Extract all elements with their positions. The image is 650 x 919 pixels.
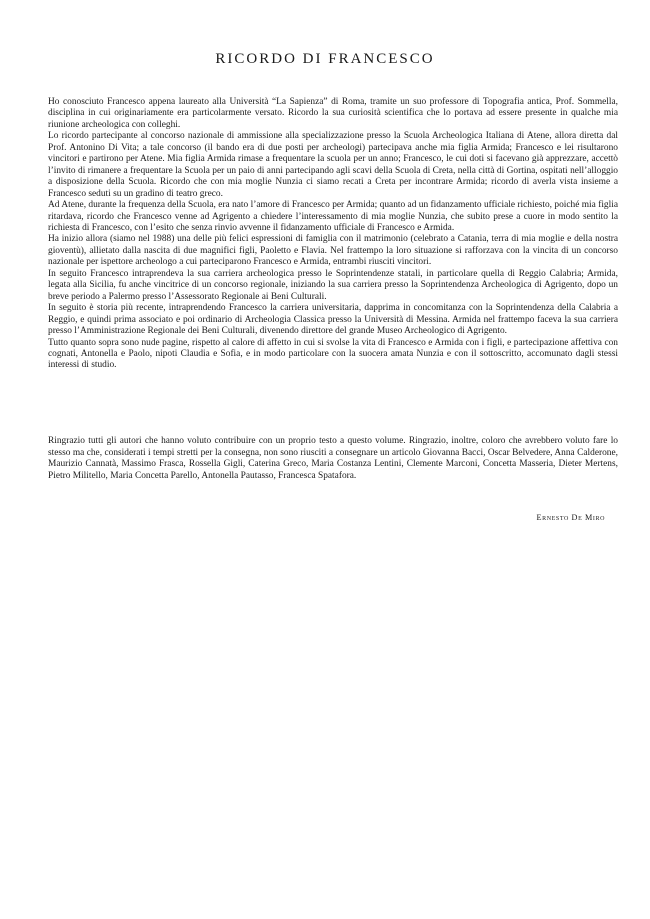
paragraph: Tutto quanto sopra sono nude pagine, rispetto al calore di affetto in cui si svolse la vita di Francesco e Armida con i figli, e partecipazione affettiva con cognati, Antonella e Paolo, nipoti Claudia e Sofia, e in modo particolare con la suocera amata Nunzia e con il sottoscritto, accomunato dagli stessi interessi di studio. (48, 337, 618, 371)
paragraph: In seguito Francesco intraprendeva la sua carriera archeologica presso le Soprintendenze statali, in particolare quella di Reggio Calabria; Armida, legata alla Sicilia, fu anche vincitrice di un concorso regionale, iniziando la sua carriera presso la Soprintendenza Archeologica di Agrigento, dopo un breve periodo a Palermo presso l’Assessorato Regionale ai Beni Culturali. (48, 268, 618, 302)
page-title: RICORDO DI FRANCESCO (215, 51, 435, 67)
paragraph: Ho conosciuto Francesco appena laureato alla Università “La Sapienza” di Roma, tramite un suo professore di Topografia antica, Prof. Sommella, disciplina in cui originariamente era particolarmente versato. Ricordo la sua curiosità scientifica che lo portava ad essere presente in qualche mia riunione archeologica con colleghi. (48, 97, 618, 130)
paragraph: Ha inizio allora (siamo nel 1988) una delle più felici espressioni di famiglia con il matrimonio (celebrato a Catania, terra di mia moglie e della nostra gioventù), allietato dalla nascita di due magnifici figli, Paoletto e Flavia. Nel frattempo la loro situazione si rafforzava con la vincita di un concorso nazionale per ispettore archeologo a cui parteciparono Francesco e Armida, entrambi riusciti vincitori. (48, 234, 618, 268)
paragraph: Lo ricordo partecipante al concorso nazionale di ammissione alla specializzazione presso la Scuola Archeologica Italiana di Atene, allora diretta dal Prof. Antonino Di Vita; a tale concorso (il bando era di due posti per archeologi) partecipava anche mia figlia Armida; Francesco e lei risultarono vincitori e partirono per Atene. Mia figlia Armida rimase a frequentare la scuola per un anno; Francesco, le cui doti si facevano già apprezzare, accettò l’invito di rimanere a frequentare la Scuola per un paio di anni partecipando agli scavi della Scuola di Creta, nella città di Gortina, ospitati nell’alloggio a disposizione della Scuola. Ricordo che con mia moglie Nunzia ci siamo recati a Creta per incontrare Armida; ricordo di averla vista insieme a Francesco seduti su un gradino di teatro greco. (48, 131, 618, 199)
author-signature: Ernesto De Miro (536, 513, 605, 522)
memoir-text (48, 97, 618, 372)
paragraph: In seguito è storia più recente, intraprendendo Francesco la carriera universitaria, dapprima in concomitanza con la Soprintendenza della Calabria a Reggio, e quindi prima associato e poi ordinario di Archeologia Classica presso la Università di Messina. Armida nel frattempo faceva la sua carriera presso l’Amministrazione Regionale dei Beni Culturali, divenendo direttore del grande Museo Archeologico di Agrigento. (48, 303, 618, 337)
paragraph: Ad Atene, durante la frequenza della Scuola, era nato l’amore di Francesco per Armida; quanto ad un fidanzamento ufficiale richiesto, poiché mia figlia ritardava, ricordo che Francesco venne ad Agrigento a chiedere l’interessamento di mia moglie Nunzia, che subito prese a cuore in modo sentito la richiesta di Francesco, con l’esito che senza rinvio avvenne il fidanzamento ufficiale di Francesco e Armida. (48, 200, 618, 233)
acknowledgements-paragraph: Ringrazio tutti gli autori che hanno voluto contribuire con un proprio testo a questo volume. Ringrazio, inoltre, coloro che avrebbero voluto fare lo stesso ma che, considerati i tempi stretti per la consegna, non sono riusciti a consegnare un articolo Giovanna Bacci, Oscar Belvedere, Anna Calderone, Maurizio Cannatà, Massimo Frasca, Rossella Gigli, Caterina Greco, Maria Costanza Lentini, Clemente Marconi, Concetta Masseria, Dieter Mertens, Pietro Militello, Maria Concetta Parello, Antonella Pautasso, Francesca Spatafora. (48, 436, 618, 481)
